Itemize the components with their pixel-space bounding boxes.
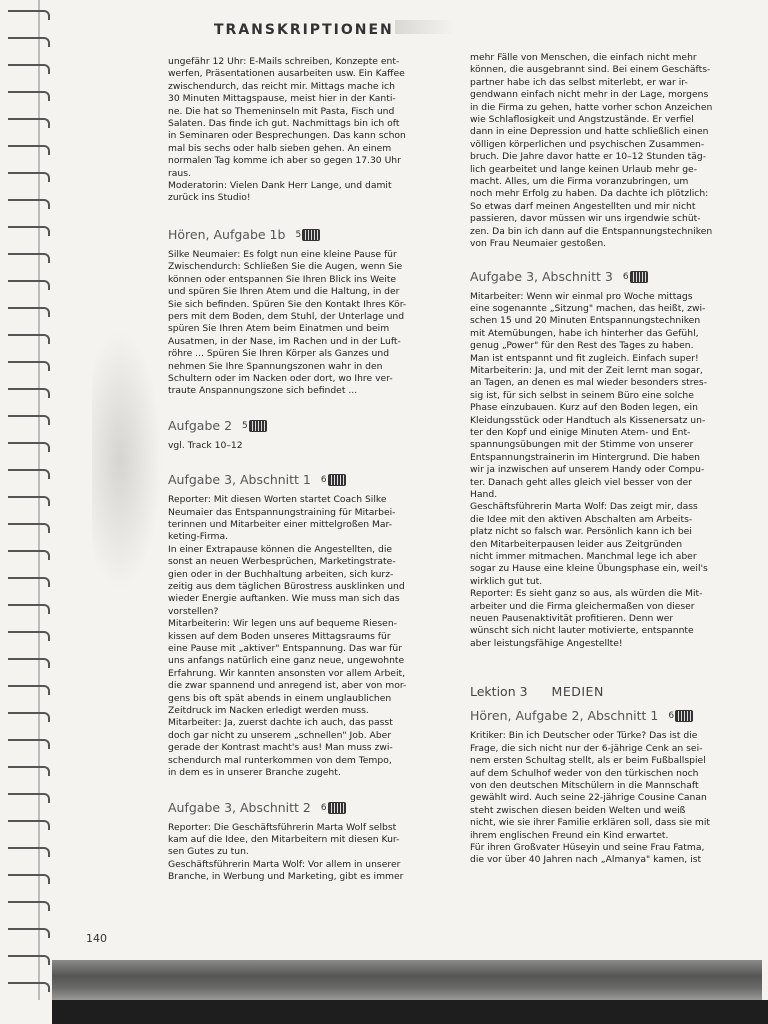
text-line: schendurch mal runterkommen von dem Tempo, — [168, 754, 392, 766]
cd-disc-icon — [328, 474, 346, 486]
text-line: wirklich gut tut. — [470, 575, 543, 587]
section-title: Aufgabe 3, Abschnitt 2 — [168, 799, 311, 815]
section-body — [470, 730, 738, 866]
cd-track-icon — [668, 708, 693, 724]
text-line: Zeitdruck im Nacken erledigt werden muss. — [168, 705, 369, 717]
text-line: sonst an neuen Werbesprüchen, Marketingstrate- — [168, 556, 396, 568]
text-line: gewählt wird. Auch seine 22-jährige Cousine Canan — [470, 792, 707, 804]
text-line: Hand. — [470, 489, 498, 500]
binding-ring — [8, 496, 50, 506]
section-title: Aufgabe 2 — [168, 417, 233, 433]
text-line: in die Firma zu gehen, hatte vorher schon Anzeichen — [470, 101, 713, 113]
text-line: sen Gutes zu tun. — [168, 846, 249, 858]
cd-track-icon — [623, 269, 648, 285]
cd-number: 6 — [668, 711, 675, 722]
text-line: Reporter: Mit diesen Worten startet Coach Silke — [168, 494, 387, 506]
cd-disc-icon — [328, 802, 346, 814]
binding-ring — [8, 172, 50, 182]
text-line: pers mit dem Boden, dem Stuhl, der Unterlage und — [168, 310, 405, 322]
text-line: gien oder in der Buchhaltung arbeiten, sich kurz- — [168, 568, 394, 580]
binding-ring — [8, 226, 50, 236]
text-line: Ausatmen, in der Nase, im Rachen und in der Luft- — [168, 335, 401, 347]
text-line: vorstellen? — [168, 605, 219, 617]
binding-ring — [8, 415, 50, 425]
binding-ring — [8, 982, 50, 992]
text-line: Sie sich befinden. Spüren Sie den Kontakt Ihres Kör- — [168, 298, 407, 310]
binding-ring — [8, 91, 50, 101]
binding-ring — [8, 712, 50, 722]
text-line: völligen körperlichen und psychischen Zusammen- — [470, 138, 705, 150]
section-title: Hören, Aufgabe 1b — [168, 226, 286, 242]
text-line: den Mitarbeiterpausen leider aus Zeitgründen — [470, 538, 683, 550]
text-line: Mitarbeiter: Wenn wir einmal pro Woche mittags — [470, 290, 693, 302]
text-line: auf dem Schulhof weder von den türkischen noch — [470, 767, 699, 779]
text-line: Schultern oder im Nacken oder dort, wo Ihre ver- — [168, 372, 393, 384]
section-heading-hoeren-2-1 — [470, 708, 738, 724]
text-line: nehmen Sie Ihre Spannungszonen wahr in den — [168, 360, 383, 372]
binding-ring — [8, 766, 50, 776]
text-line: zwischendurch, das reicht mir. Mittags mache ich — [168, 80, 395, 92]
text-line: die zwar spannend und anregend ist, aber von mor- — [168, 680, 407, 692]
binding-ring — [8, 145, 50, 155]
text-line: Neumaier das Entspannungstraining für Mitarbei- — [168, 506, 396, 518]
text-line: zen. Da bin ich dann auf die Entspannungstechniken — [470, 225, 713, 237]
text-line: keting-Firma. — [168, 531, 229, 543]
section-title: Aufgabe 3, Abschnitt 1 — [168, 472, 311, 488]
text-line: an Tagen, an denen es mal wieder besonders stres- — [470, 377, 708, 389]
binding-ring — [8, 388, 50, 398]
binding-ring — [8, 928, 50, 938]
text-line: 30 Minuten Mittagspause, meist hier in der Kanti- — [168, 93, 396, 105]
text-line: traute Anspannungszone sich befindet ... — [168, 385, 358, 397]
section-body — [168, 249, 440, 398]
text-line: macht. Alles, um die Firma voranzubringen, um — [470, 176, 689, 188]
cd-disc-icon — [630, 271, 648, 283]
text-line: mal bis sechs oder halb sieben gehen. An einem — [168, 142, 392, 154]
lektion-topic: MEDIEN — [551, 684, 604, 700]
text-line: Erfahrung. Wir kannten ansonsten vor allem Arbeit, — [168, 667, 406, 679]
binding-ring — [8, 37, 50, 47]
text-line: ungefähr 12 Uhr: E-Mails schreiben, Konzepte ent- — [168, 56, 400, 67]
text-line: wieder Energie auftanken. Wie muss man sich das — [168, 593, 400, 605]
section-title: Aufgabe 3, Abschnitt 3 — [470, 268, 613, 284]
text-line: kissen auf dem Boden unseres Mittagsraums für — [168, 630, 391, 642]
text-line: von Frau Neumaier gestoßen. — [470, 238, 607, 250]
cd-number: 5 — [242, 420, 248, 431]
text-line: platz nicht so falsch war. Persönlich kann ich bei — [470, 526, 692, 538]
binding-ring — [8, 523, 50, 533]
text-line: vgl. Track 10–12 — [168, 439, 243, 451]
text-line: von den deutschen Mitschülern in die Mannschaft — [470, 779, 699, 791]
page-header-title: TRANSKRIPTIONEN — [214, 22, 394, 38]
text-line: nem ersten Schultag stellt, als er beim Fußballspiel — [470, 755, 706, 767]
cd-track-icon — [295, 227, 320, 243]
text-line: spannungsübungen mit der Stimme von unserer — [470, 439, 694, 451]
text-line: Für ihren Großvater Hüseyin und seine Frau Fatma, — [470, 841, 705, 853]
binding-ring — [8, 658, 50, 668]
binding-ring — [8, 334, 50, 344]
binding-ring — [8, 739, 50, 749]
binding-ring — [8, 253, 50, 263]
text-line: in dem es in unserer Branche zugeht. — [168, 767, 341, 779]
text-line: ter den Kopf und einige Minuten Atem- und Ent- — [470, 426, 691, 438]
text-line: bruch. Die Jahre davor hatte er 10–12 Stunden täg- — [470, 151, 707, 163]
binding-ring — [8, 280, 50, 290]
cd-track-icon — [242, 418, 267, 434]
text-line: sig ist, für sich selbst in seinem Büro eine solche — [470, 389, 694, 401]
text-line: In einer Extrapause können die Angestellten, die — [168, 543, 393, 555]
section-body — [168, 494, 440, 779]
text-line: Mitarbeiterin: Ja, und mit der Zeit lernt man sogar, — [470, 364, 703, 376]
moderator-entry — [168, 180, 440, 205]
header-faint-text — [395, 20, 455, 34]
binding-ring — [8, 118, 50, 128]
text-line: noch mehr Erfolg zu haben. Da dachte ich plötzlich: — [470, 188, 709, 200]
cd-track-icon — [321, 800, 346, 816]
text-line: kam auf die Idee, den Mitarbeitern mit diesen Kur- — [168, 833, 400, 845]
text-line: die Idee mit den aktiven Abschalten am Arbeits- — [470, 513, 693, 525]
text-line: terinnen und Mitarbeiter einer mittelgroßen Mar- — [168, 518, 393, 530]
left-column — [168, 56, 440, 884]
text-line: können, die ausgebrannt sind. Bei einem Geschäfts- — [470, 64, 711, 76]
right-column — [470, 52, 738, 867]
text-line: Man ist entspannt und fit zugleich. Einfach super! — [470, 352, 699, 364]
section-body — [168, 440, 440, 452]
text-line: Mitarbeiterin: Wir legen uns auf bequeme Riesen- — [168, 618, 397, 630]
text-line: Mitarbeiter: Ja, zuerst dachte ich auch, das passt — [168, 717, 393, 729]
text-line: mit Atemübungen, habe ich hinterher das Gefühl, — [470, 327, 699, 339]
binding-ring — [8, 577, 50, 587]
text-line: lich gearbeitet und lange keinen Urlaub mehr ge- — [470, 163, 698, 175]
text-line: dann in eine Depression und hatte schließlich einen — [470, 126, 709, 138]
text-line: werfen, Präsentationen ausarbeiten usw. Ein Kaffee — [168, 68, 405, 80]
scan-shadow — [92, 330, 162, 590]
text-line: Phase einzubauen. Kurz auf den Boden legen, ein — [470, 402, 698, 414]
text-line: Kritiker: Bin ich Deutscher oder Türke? Das ist die — [470, 730, 698, 742]
section-heading-hoeren-1b — [168, 227, 440, 243]
cd-disc-icon — [249, 420, 267, 432]
text-line: zeitig aus dem täglichen Bürostress ausklinken und — [168, 581, 405, 592]
text-line: Salaten. Das finde ich gut. Nachmittags bin ich oft — [168, 118, 400, 130]
binding-ring — [8, 793, 50, 803]
text-line: normalen Tag komme ich aber so gegen 17.30 Uhr — [168, 155, 401, 167]
text-line: Geschäftsführerin Marta Wolf: Vor allem in unserer — [168, 858, 401, 870]
text-line: wir ja inzwischen auf unserem Handy oder Compu- — [470, 464, 705, 476]
text-line: zurück ins Studio! — [168, 192, 251, 204]
text-line: doch gar nicht zu unserem „schnellen" Job. Aber — [168, 729, 392, 741]
text-line: wünscht sich nicht lauter motivierte, entspannte — [470, 625, 694, 637]
text-line: uns anfangs natürlich eine ganz neue, ungewohnte — [168, 655, 405, 667]
section-title: Hören, Aufgabe 2, Abschnitt 1 — [470, 708, 659, 724]
section-body — [168, 822, 440, 884]
binding-ring — [8, 685, 50, 695]
cd-disc-icon — [675, 710, 693, 722]
text-line: ihrem englischen Freund ein Kind erwartet. — [470, 829, 669, 841]
cd-track-icon — [321, 472, 346, 488]
binding-ring — [8, 442, 50, 452]
page-number: 140 — [86, 932, 107, 945]
text-line: Geschäftsführerin Marta Wolf: Das zeigt mir, dass — [470, 501, 698, 513]
binding-ring — [8, 631, 50, 641]
binding-ring — [8, 820, 50, 830]
spiral-binding — [0, 0, 52, 1000]
text-line: Reporter: Die Geschäftsführerin Marta Wolf selbst — [168, 821, 397, 833]
text-line: gendwann einfach nicht mehr in der Lage, morgens — [470, 89, 709, 101]
text-line: neuen Pausenaktivität profitieren. Denn wer — [470, 613, 674, 625]
cd-number: 6 — [320, 802, 327, 813]
binding-ring — [8, 901, 50, 911]
text-line: Kleidungsstück oder Handtuch als Kissenersatz un- — [470, 414, 706, 426]
binding-ring — [8, 307, 50, 317]
binding-ring — [8, 199, 50, 209]
text-line: ter. Danach geht alles gleich viel besser von der — [470, 476, 692, 488]
text-line: können oder entspannen Sie Ihren Blick ins Weite — [168, 273, 397, 285]
cd-number: 6 — [320, 475, 327, 486]
lektion-label: Lektion 3 — [470, 684, 528, 700]
text-line: die vor über 40 Jahren nach „Almanya" kamen, ist — [470, 854, 702, 866]
binding-ring — [8, 955, 50, 965]
text-line: schen 15 und 20 Minuten Entspannungstechniken — [470, 315, 701, 327]
text-line: passieren, davor müssen wir uns irgendwie schüt- — [470, 213, 701, 225]
section-heading-aufgabe-2 — [168, 418, 440, 434]
text-line: eine sogenannte „Sitzung" machen, das heißt, zwi- — [470, 302, 706, 314]
scan-edge-shadow — [52, 960, 762, 1000]
text-line: nicht, wie sie ihrer Familie erklären soll, dass sie mit — [470, 817, 711, 829]
text-line: gerade der Kontrast macht's aus! Man muss zwi- — [168, 742, 393, 754]
section-heading-aufgabe-3-3 — [470, 269, 738, 285]
binding-ring — [8, 604, 50, 614]
binding-ring — [8, 874, 50, 884]
cd-number: 6 — [622, 271, 629, 282]
binding-ring — [8, 64, 50, 74]
text-line: mehr Fälle von Menschen, die einfach nicht mehr — [470, 52, 697, 63]
text-line: Entspannungstrainerin im Hintergrund. Die haben — [470, 451, 700, 463]
binding-ring — [8, 469, 50, 479]
text-line: genug „Power" für den Rest des Tages zu haben. — [470, 340, 694, 352]
text-line: Frage, die sich nicht nur der 6-jährige Cenk an sei- — [470, 742, 703, 754]
text-line: gens bis oft spät abends in einem unglaublichen — [168, 692, 392, 704]
section-body — [470, 291, 738, 651]
text-line: nicht immer mitmachen. Manchmal lege ich aber — [470, 551, 697, 563]
text-line: arbeiter und die Firma gleichermaßen von dieser — [470, 600, 695, 612]
text-line: partner habe ich das selbst miterlebt, er war ir- — [470, 76, 688, 88]
cd-disc-icon — [302, 229, 320, 241]
text-line: wie Schlaflosigkeit und Angstzustände. Er verfiel — [470, 114, 694, 126]
section-heading-aufgabe-3-1 — [168, 472, 440, 488]
binding-ring — [8, 10, 50, 20]
text-line: Moderatorin: Vielen Dank Herr Lange, und damit — [168, 180, 392, 192]
text-line: aber leistungsfähige Angestellte! — [470, 637, 623, 649]
text-line: Branche, in Werbung und Marketing, gibt es immer — [168, 871, 404, 883]
text-line: sogar zu Hause eine kleine Übungsphase ein, weil's — [470, 563, 708, 575]
text-line: und spüren Sie Ihren Atem und die Haltung, in der — [168, 286, 400, 298]
text-line: steht zwischen diesen beiden Welten und weiß — [470, 804, 686, 816]
text-line: in Seminaren oder Besprechungen. Das kann schon — [168, 130, 406, 142]
text-line: eine Pause mit „aktiver" Entspannung. Das war für — [168, 643, 402, 655]
scan-edge-dark — [52, 1000, 768, 1024]
text-line: raus. — [168, 167, 191, 179]
section-heading-aufgabe-3-2 — [168, 800, 440, 816]
binding-ring — [8, 847, 50, 857]
text-line: röhre ... Spüren Sie Ihren Körper als Ganzes und — [168, 348, 390, 360]
cd-number: 5 — [295, 229, 302, 240]
right-intro — [470, 52, 738, 251]
left-intro — [168, 56, 440, 180]
binding-ring — [8, 550, 50, 560]
text-line: ne. Die hat so Themeninseln mit Pasta, Fisch und — [168, 105, 395, 117]
lektion-heading — [470, 684, 738, 700]
text-line: So etwas darf meinen Angestellten und mir nicht — [470, 200, 696, 212]
text-line: Silke Neumaier: Es folgt nun eine kleine Pause für — [168, 248, 397, 260]
binding-ring — [8, 361, 50, 371]
text-line: Zwischendurch: Schließen Sie die Augen, wenn Sie — [168, 261, 403, 273]
text-line: spüren Sie Ihren Atem beim Einatmen und beim — [168, 323, 390, 335]
text-line: Reporter: Es sieht ganz so aus, als würden die Mit- — [470, 588, 703, 600]
